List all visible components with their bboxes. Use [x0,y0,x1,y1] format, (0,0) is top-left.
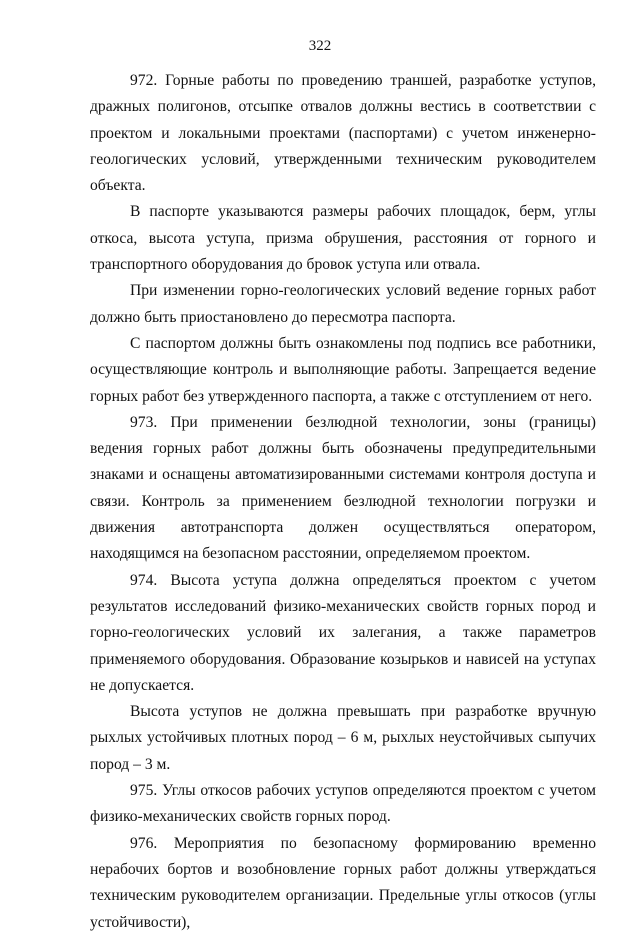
paragraph-974: 974. Высота уступа должна определяться проектом с учетом результатов исследований физико-механических свойств горных пород и горно-геологических условий их залегания, а также параметров применяемого оборудования. Образование козырьков и нависей на уступах не допускается. [90,571,596,694]
paragraph-passport-contents: В паспорте указываются размеры рабочих площадок, берм, углы откоса, высота уступа, призма обрушения, расстояния от горного и транспортного оборудования до бровок уступа или отвала. [90,203,596,274]
paragraph-passport-suspension: При изменении горно-геологических условий ведение горных работ должно быть приостановлено до пересмотра паспорта. [90,282,596,326]
paragraph-passport-acquaintance: С паспортом должны быть ознакомлены под подпись все работники, осуществляющие контроль и выполняющие работы. Запрещается ведение горных работ без утвержденного паспорта, а также с отступлением от него. [90,334,596,405]
paragraph-976: 976. Мероприятия по безопасному формированию временно нерабочих бортов и возобновление горных работ должны утверждаться техническим руководителем организации. Предельные углы откосов (углы устойчивости), [90,834,596,931]
page-number: 322 [308,38,332,54]
paragraph-bench-height: Высота уступов не должна превышать при разработке вручную рыхлых устойчивых плотных пород – 6 м, рыхлых неустойчивых сыпучих пород – 3 м. [90,703,596,773]
paragraph-975: 975. Углы откосов рабочих уступов определяются проектом с учетом физико-механических свойств горных пород. [90,782,596,826]
document-body [90,68,596,936]
paragraph-973: 973. При применении безлюдной технологии, зоны (границы) ведения горных работ должны быть обозначены предупредительными знаками и оснащены автоматизированными системами контроля доступа и связи. Контроль за применением безлюдной технологии погрузки и движения автотранспорта должен осуществляться оператором, находящимся на безопасном расстоянии, определяемом проектом. [90,413,596,563]
paragraph-972: 972. Горные работы по проведению траншей, разработке уступов, дражных полигонов, отсыпке отвалов должны вестись в соответствии с проектом и локальными проектами (паспортами) с учетом инженерно-геологических условий, утвержденными техническим руководителем объекта. [90,72,596,195]
